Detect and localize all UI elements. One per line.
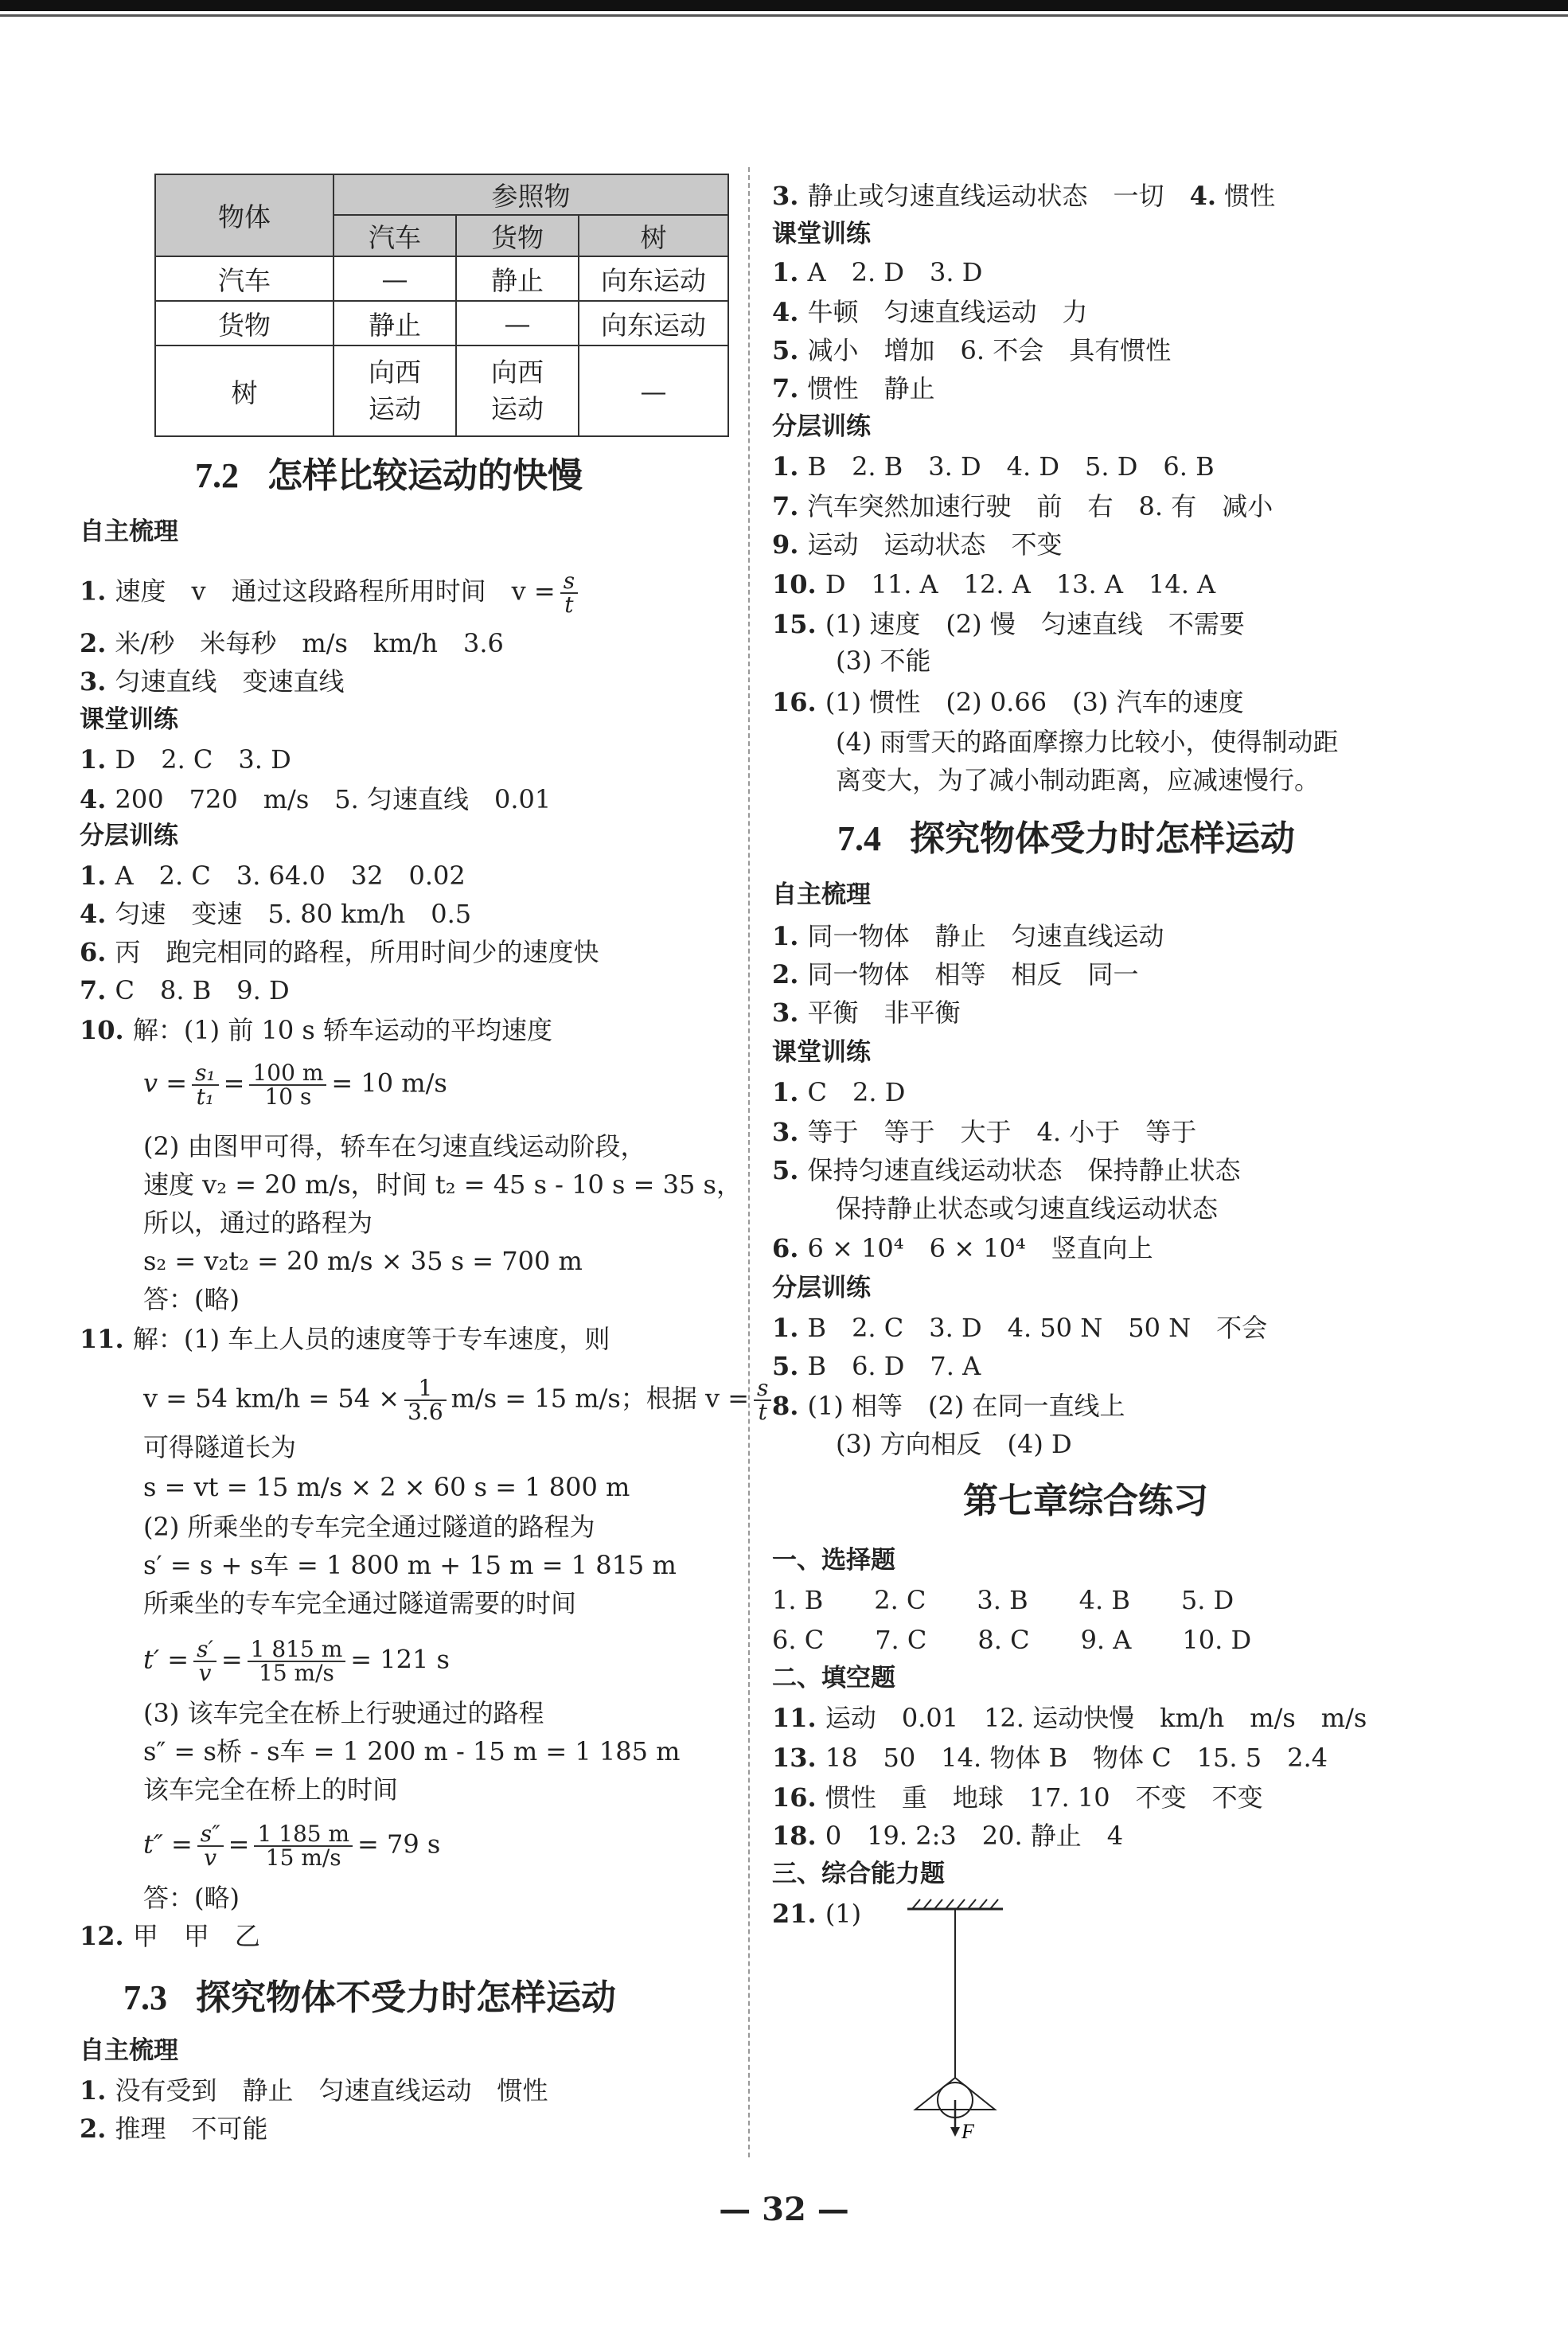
answer-line: 7. 惯性 静止 <box>772 373 935 404</box>
top-border-thin <box>0 14 1568 17</box>
answer-line: 5. 保持匀速直线运动状态 保持静止状态 <box>772 1155 1241 1185</box>
answer-line: 2. 米/秒 米每秒 m/s km/h 3.6 <box>80 628 504 658</box>
arrow-head <box>950 2127 960 2137</box>
table-cell: 静止 <box>333 301 456 345</box>
subheading-zizhu: 自主梳理 <box>772 880 871 909</box>
answer-line: 15. (1) 速度 (2) 慢 匀速直线 不需要 <box>772 609 1245 639</box>
answer-line: 11. 运动 0.01 12. 运动快慢 km/h m/s m/s <box>772 1703 1367 1733</box>
column-divider <box>748 167 750 2157</box>
section-number: 7.4 <box>837 819 881 858</box>
answer-line: s₂ = v₂t₂ = 20 m/s × 35 s = 700 m <box>143 1246 583 1276</box>
answer-line: 3. 匀速直线 变速直线 <box>80 666 345 697</box>
subheading-fenceng: 分层训练 <box>772 412 871 441</box>
section-7-3-heading <box>123 1974 616 2022</box>
table-header-reference: 参照物 <box>333 174 728 215</box>
answer-line: 7. C 8. B 9. D <box>80 975 290 1005</box>
answer-line: 答：(略) <box>143 1883 240 1913</box>
section-number: 7.3 <box>123 1978 167 2017</box>
answer-line: (3) 方向相反 (4) D <box>836 1429 1072 1459</box>
subheading-ketang: 课堂训练 <box>772 1038 871 1067</box>
section-title: 探究物体不受力时怎样运动 <box>196 1977 616 2018</box>
answer-line: s′ = s + s车 = 1 800 m + 15 m = 1 815 m <box>143 1550 677 1580</box>
subheading-ketang: 课堂训练 <box>772 220 871 248</box>
subheading-zizhu: 自主梳理 <box>80 2036 178 2065</box>
section-title: 怎样比较运动的快慢 <box>267 455 583 496</box>
table-cell: — <box>456 301 579 345</box>
table-cell: 向东运动 <box>579 301 728 345</box>
answer-line: 7. 汽车突然加速行驶 前 右 8. 有 减小 <box>772 491 1274 521</box>
answer-line: 1. B 2. C 3. D 4. 50 N 50 N 不会 <box>772 1313 1268 1343</box>
answer-line: 9. 运动 运动状态 不变 <box>772 529 1063 560</box>
answer-line: 所乘坐的专车完全通过隧道需要的时间 <box>143 1588 577 1618</box>
answer-line: 1. B 2. B 3. D 4. D 5. D 6. B <box>772 451 1215 482</box>
answer-line: (4) 雨雪天的路面摩擦力比较小，使得制动距 <box>836 727 1339 757</box>
answer-line: 16. (1) 惯性 (2) 0.66 (3) 汽车的速度 <box>772 687 1244 717</box>
formula-line: v = 54 km/h = 54 × $\frac{1}{3.6}$ m/s = 15 m/s；根据 v = $\frac{s}{t}$ <box>143 1377 776 1423</box>
section-title: 探究物体受力时怎样运动 <box>910 818 1295 859</box>
table-col-header: 货物 <box>456 215 579 256</box>
subheading-fill: 二、填空题 <box>772 1664 895 1692</box>
subheading-ketang: 课堂训练 <box>80 705 178 734</box>
answer-line: 1. 速度 v 通过这段路程所用时间 v = $\frac{s}{t}$ <box>80 570 583 616</box>
answer-line: (2) 由图甲可得，轿车在匀速直线运动阶段， <box>143 1131 646 1161</box>
subheading-zizhu: 自主梳理 <box>80 517 178 546</box>
answer-line: 4. 匀速 变速 5. 80 km/h 0.5 <box>80 899 472 929</box>
answer-line: 2. 同一物体 相等 相反 同一 <box>772 959 1139 990</box>
formula-line: t′ = $\frac{s'}{v}$ = $\frac{1 815 m}{15 m/s}$ = 121 s <box>143 1636 450 1686</box>
table-cell: 向西 运动 <box>333 345 456 436</box>
answer-line: 1. D 2. C 3. D <box>80 744 291 775</box>
top-border <box>0 0 1568 11</box>
answer-line: 6. C 7. C 8. C 9. A 10. D <box>772 1625 1252 1655</box>
answer-line: 3. 静止或匀速直线运动状态 一切 4. 惯性 <box>772 181 1276 211</box>
subheading-ability: 三、综合能力题 <box>772 1860 945 1888</box>
answer-line: 1. 没有受到 静止 匀速直线运动 惯性 <box>80 2075 548 2106</box>
answer-line: 5. 减小 增加 6. 不会 具有惯性 <box>772 335 1172 365</box>
answer-line: 该车完全在桥上的时间 <box>143 1774 399 1805</box>
answer-line: 可得隧道长为 <box>143 1432 297 1462</box>
table-cell: 静止 <box>456 256 579 301</box>
answer-line: (2) 所乘坐的专车完全通过隧道的路程为 <box>143 1512 595 1542</box>
section-7-4-heading <box>837 815 1295 863</box>
answer-line: 速度 v₂ = 20 m/s，时间 t₂ = 45 s - 10 s = 35 s， <box>143 1169 742 1200</box>
table-col-header: 树 <box>579 215 728 256</box>
formula-line: t″ = $\frac{s''}{v}$ = $\frac{1 185 m}{15 m/s}$ = 79 s <box>143 1821 441 1871</box>
chapter-review-heading: 第七章综合练习 <box>963 1481 1208 1521</box>
answer-line: 答：(略) <box>143 1284 240 1314</box>
answer-line: 18. 0 19. 2:3 20. 静止 4 <box>772 1821 1124 1851</box>
answer-line: 离变大，为了减小制动距离，应减速慢行。 <box>836 765 1320 795</box>
answer-line: (3) 不能 <box>836 646 931 676</box>
answer-line: 1. 同一物体 静止 匀速直线运动 <box>772 921 1164 951</box>
section-7-2-heading <box>195 452 583 500</box>
table-col-header: 汽车 <box>333 215 456 256</box>
answer-line: 1. B 2. C 3. B 4. B 5. D <box>772 1585 1235 1615</box>
subheading-fenceng: 分层训练 <box>80 822 178 850</box>
answer-line: 13. 18 50 14. 物体 B 物体 C 15. 5 2.4 <box>772 1743 1328 1773</box>
answer-line: 10. 解：(1) 前 10 s 轿车运动的平均速度 <box>80 1015 552 1045</box>
table-cell: 向西 运动 <box>456 345 579 436</box>
table-cell: 向东运动 <box>579 256 728 301</box>
answer-line: 1. C 2. D <box>772 1077 906 1107</box>
answer-line: 21. (1) <box>772 1899 862 1929</box>
answer-line: 3. 平衡 非平衡 <box>772 997 961 1028</box>
answer-line: 4. 牛顿 匀速直线运动 力 <box>772 297 1088 327</box>
answer-line: 11. 解：(1) 车上人员的速度等于专车速度，则 <box>80 1324 610 1354</box>
answer-line: 10. D 11. A 12. A 13. A 14. A <box>772 569 1216 599</box>
reference-frame-table <box>154 174 729 437</box>
table-row-label: 汽车 <box>155 256 333 301</box>
table-row-label: 货物 <box>155 301 333 345</box>
table-row-label: 树 <box>155 345 333 436</box>
answer-line: 所以，通过的路程为 <box>143 1208 373 1238</box>
answer-line: 1. A 2. D 3. D <box>772 257 983 287</box>
force-label: F <box>961 2120 974 2141</box>
answer-line: s″ = s桥 - s车 = 1 200 m - 15 m = 1 185 m <box>143 1736 681 1766</box>
answer-line: 6. 丙 跑完相同的路程，所用时间少的速度快 <box>80 937 599 967</box>
page-number: — 32 — <box>719 2191 849 2228</box>
table-header-object: 物体 <box>155 174 333 256</box>
answer-line: 8. (1) 相等 (2) 在同一直线上 <box>772 1391 1125 1421</box>
answer-line: (3) 该车完全在桥上行驶通过的路程 <box>143 1698 544 1728</box>
table-cell: — <box>333 256 456 301</box>
answer-line: 2. 推理 不可能 <box>80 2114 268 2144</box>
subheading-fenceng: 分层训练 <box>772 1274 871 1302</box>
answer-line: 3. 等于 等于 大于 4. 小于 等于 <box>772 1117 1197 1147</box>
formula-line: v = $\frac{\text{s₁}}{\text{t₁}}$ = $\frac{100 m}{10 s}$ = 10 m/s <box>143 1060 447 1110</box>
answer-line: s = vt = 15 m/s × 2 × 60 s = 1 800 m <box>143 1472 630 1502</box>
section-number: 7.2 <box>195 456 239 495</box>
answer-line: 4. 200 720 m/s 5. 匀速直线 0.01 <box>80 784 552 814</box>
answer-line: 12. 甲 甲 乙 <box>80 1921 260 1951</box>
answer-line: 5. B 6. D 7. A <box>772 1351 981 1381</box>
pendulum-force-diagram <box>891 1895 1019 2141</box>
subheading-choice: 一、选择题 <box>772 1546 895 1575</box>
answer-line: 保持静止状态或匀速直线运动状态 <box>836 1193 1219 1224</box>
answer-line: 6. 6 × 10⁴ 6 × 10⁴ 竖直向上 <box>772 1233 1153 1263</box>
answer-line: 1. A 2. C 3. 64.0 32 0.02 <box>80 861 466 891</box>
table-cell: — <box>579 345 728 436</box>
ceiling-hatch <box>912 1899 998 1909</box>
answer-line: 16. 惯性 重 地球 17. 10 不变 不变 <box>772 1782 1263 1813</box>
